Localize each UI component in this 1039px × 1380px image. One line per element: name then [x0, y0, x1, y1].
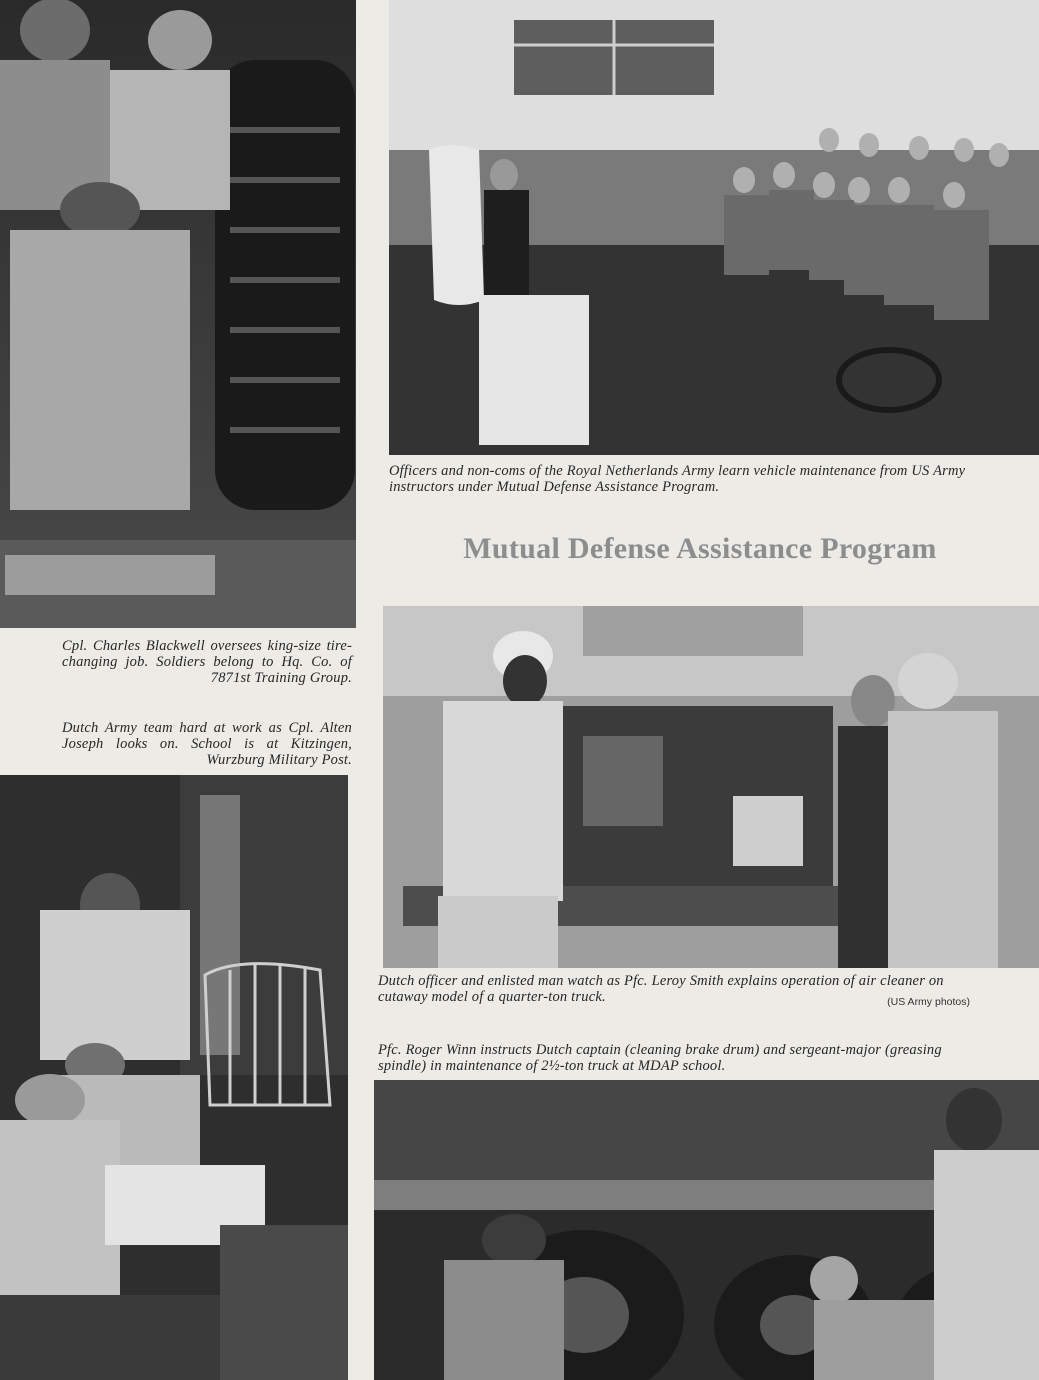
photo-air-cleaner: [383, 606, 1039, 968]
page-title: Mutual Defense Assistance Program: [463, 532, 937, 565]
caption-officers-class: Officers and non-coms of the Royal Netherlands Army learn vehicle maintenance from US Army instructors under Mutual Defense Assistance Program.: [389, 463, 966, 495]
dutch-team-image: [0, 775, 348, 1380]
photo-officers-class: [389, 0, 1039, 455]
caption-air-cleaner: Dutch officer and enlisted man watch as Pfc. Leroy Smith explains operation of air cleaner on cutaway model of a quarter-ton truck.: [378, 973, 944, 1005]
brake-drum-image: [374, 1080, 1039, 1380]
photo-tire-changing: [0, 0, 356, 628]
photo-dutch-team: [0, 775, 348, 1380]
caption-dutch-team: Dutch Army team hard at work as Cpl. Alten Joseph looks on. School is at Kitzingen, Wurzburg Military Post.: [62, 720, 352, 768]
officers-class-image: [389, 0, 1039, 455]
air-cleaner-image: [383, 606, 1039, 968]
photo-brake-drum: [374, 1080, 1039, 1380]
photo-credit: (US Army photos): [887, 996, 970, 1008]
caption-brake-drum: Pfc. Roger Winn instructs Dutch captain (cleaning brake drum) and sergeant-major (greasing spindle) in maintenance of 2½-ton truck at MDAP school.: [378, 1042, 942, 1074]
tire-changing-image: [0, 0, 356, 628]
caption-tire-changing: Cpl. Charles Blackwell oversees king-size tire-changing job. Soldiers belong to Hq. Co. of 7871st Training Group.: [62, 638, 352, 686]
